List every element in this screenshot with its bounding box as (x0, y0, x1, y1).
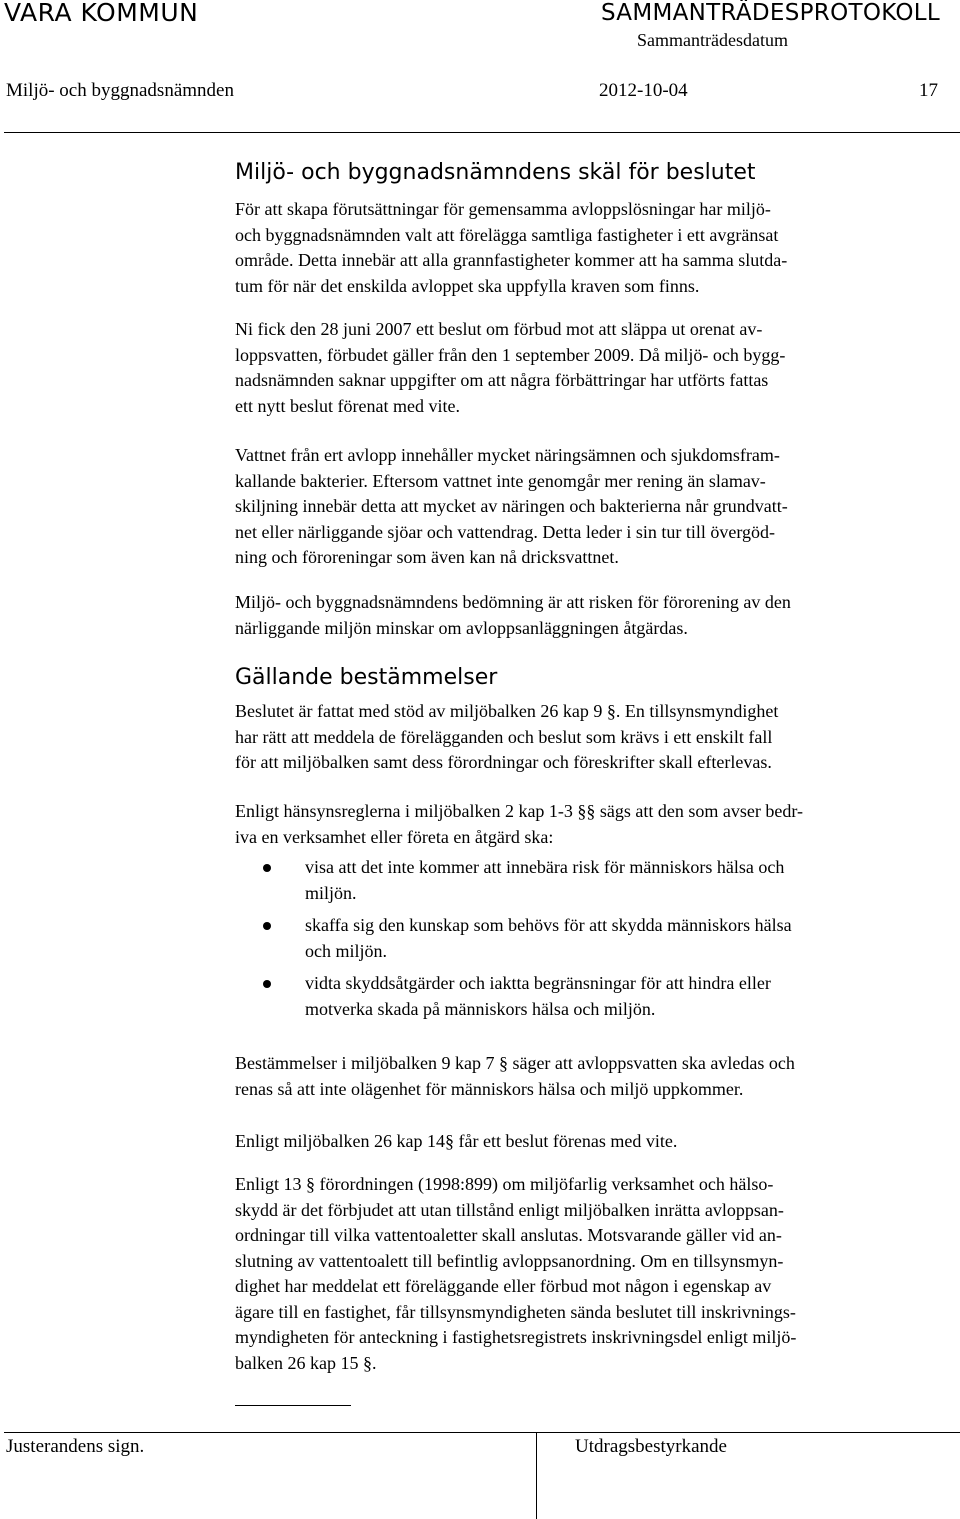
text-line: Ni fick den 28 juni 2007 ett beslut om förbud mot att släppa ut orenat av- (235, 319, 763, 339)
committee-name: Miljö- och byggnadsnämnden (6, 80, 234, 101)
footnote-divider (235, 1405, 351, 1406)
text-line: dighet har meddelat ett föreläggande eller förbud mot någon i egenskap av (235, 1276, 772, 1296)
text-line: Enligt 13 § förordningen (1998:899) om miljöfarlig verksamhet och hälso- (235, 1174, 774, 1194)
text-line: och byggnadsnämnden valt att förelägga samtliga fastigheter i ett avgränsat (235, 224, 779, 245)
text-line: iva en verksamhet eller företa en åtgärd ska: (235, 826, 554, 847)
text-line: Enligt miljöbalken 26 kap 14§ får ett beslut förenas med vite. (235, 1131, 678, 1151)
certification-label: Utdragsbestyrkande (575, 1436, 727, 1457)
page-number: 17 (919, 80, 938, 101)
list-item (235, 971, 792, 1022)
bullet-icon (263, 864, 271, 872)
signature-label: Justerandens sign. (6, 1436, 145, 1457)
text-line: ett nytt beslut förenat med vite. (235, 395, 460, 416)
text-line: Vattnet från ert avlopp innehåller mycket näringsämnen och sjukdomsfram- (235, 445, 780, 465)
text-line: net eller närliggande sjöar och vattendrag. Detta leder i sin tur till övergöd- (235, 521, 775, 542)
text-line: renas så att inte olägenhet för människors hälsa och miljö uppkommer. (235, 1078, 744, 1099)
text-line: har rätt att meddela de förelägganden och beslut som krävs i ett enskilt fall (235, 726, 773, 747)
text-line: ägare till en fastighet, får tillsynsmyndigheten sända beslutet till inskrivnings- (235, 1301, 796, 1322)
text-line: närliggande miljön minskar om avloppsanläggningen åtgärdas. (235, 617, 688, 638)
date-label: Sammanträdesdatum (637, 30, 788, 50)
text-line: område. Detta innebär att alla grannfastigheter kommer att ha samma slutda- (235, 250, 788, 270)
text-line: balken 26 kap 15 §. (235, 1352, 377, 1373)
text-line: tum för när det enskilda avloppet ska uppfylla kraven som finns. (235, 275, 700, 296)
bullet-icon (263, 922, 271, 930)
paragraph (235, 443, 925, 571)
text-line: miljön. (305, 882, 357, 903)
paragraph (235, 799, 925, 850)
text-line: motverka skada på människors hälsa och miljön. (305, 998, 656, 1019)
text-line: loppsvatten, förbudet gäller från den 1 september 2009. Då miljö- och bygg- (235, 344, 786, 365)
text-line: kallande bakterier. Eftersom vattnet inte genomgår mer rening än slamav- (235, 470, 766, 491)
text-line: för att miljöbalken samt dess förordningar och föreskrifter skall efterlevas. (235, 752, 772, 772)
text-line: nadsnämnden saknar uppgifter om att några förbättringar har utförts fattas (235, 370, 769, 390)
paragraph (235, 1051, 925, 1102)
footer-column-divider (536, 1432, 537, 1519)
footer-divider (4, 1432, 960, 1433)
text-line: Beslutet är fattat med stöd av miljöbalken 26 kap 9 §. En tillsynsmyndighet (235, 701, 779, 721)
bullet-list (235, 855, 792, 1029)
paragraph (235, 590, 925, 641)
paragraph (235, 699, 925, 776)
meeting-date: 2012-10-04 (599, 80, 688, 101)
list-item (235, 913, 792, 964)
text-line: ning och föroreningar som även kan nå dricksvattnet. (235, 547, 619, 567)
header-divider (4, 132, 960, 133)
organization-name: VARA KOMMUN (4, 0, 199, 27)
text-line: visa att det inte kommer att innebära risk för människors hälsa och (305, 857, 785, 877)
text-line: vidta skyddsåtgärder och iaktta begränsningar för att hindra eller (305, 973, 771, 993)
section-heading-provisions: Gällande bestämmelser (235, 665, 498, 690)
text-line: Bestämmelser i miljöbalken 9 kap 7 § säger att avloppsvatten ska avledas och (235, 1053, 795, 1073)
text-line: skydd är det förbjudet att utan tillstånd enligt miljöbalken inrätta avloppsan- (235, 1199, 784, 1220)
text-line: och miljön. (305, 940, 387, 961)
paragraph (235, 197, 925, 299)
text-line: Miljö- och byggnadsnämndens bedömning är att risken för förorening av den (235, 592, 791, 612)
paragraph (235, 1172, 925, 1376)
section-heading-reasons: Miljö- och byggnadsnämndens skäl för beslutet (235, 160, 756, 185)
document-type: SAMMANTRÄDESPROTOKOLL (600, 0, 940, 26)
text-line: skiljning innebär detta att mycket av näringen och bakterierna når grundvatt- (235, 496, 788, 516)
text-line: För att skapa förutsättningar för gemensamma avloppslösningar har miljö- (235, 199, 771, 219)
text-line: myndigheten för anteckning i fastighetsregistrets inskrivningsdel enligt miljö- (235, 1327, 797, 1347)
bullet-icon (263, 980, 271, 988)
list-item (235, 855, 792, 906)
text-line: Enligt hänsynsreglerna i miljöbalken 2 kap 1-3 §§ sägs att den som avser bedr- (235, 801, 804, 821)
paragraph (235, 317, 925, 419)
text-line: ordningar till vilka vattentoaletter skall anslutas. Motsvarande gäller vid an- (235, 1225, 782, 1245)
paragraph (235, 1129, 925, 1155)
text-line: skaffa sig den kunskap som behövs för att skydda människors hälsa (305, 915, 792, 935)
text-line: slutning av vattentoalett till befintlig avloppsanordning. Om en tillsynsmyn- (235, 1250, 784, 1271)
